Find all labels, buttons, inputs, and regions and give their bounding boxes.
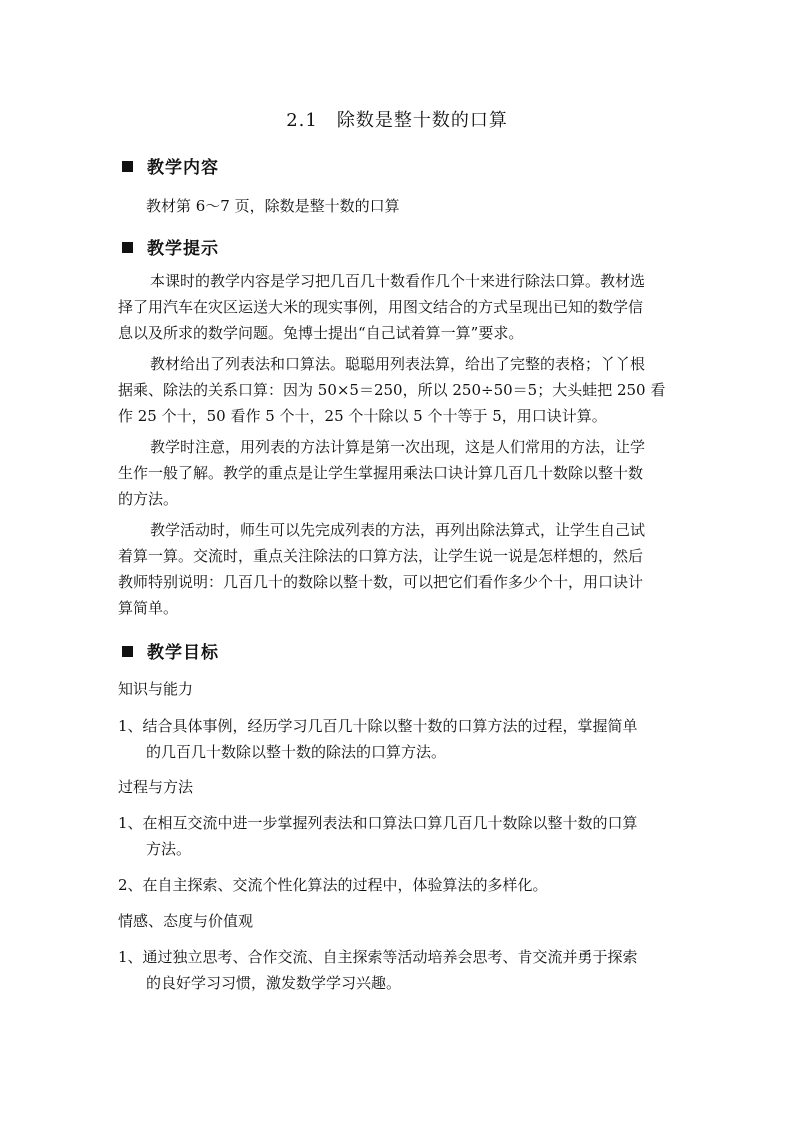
section-heading-label: 教学目标 xyxy=(147,643,219,663)
paragraph-line: 据乘、除法的关系口算：因为 50×5＝250，所以 250÷50＝5；大头蛙把 250 看 xyxy=(118,381,666,399)
goal-item-continued: 方法。 xyxy=(146,840,192,858)
section-heading-content xyxy=(122,153,219,178)
paragraph-line: 着算一算。交流时，重点关注除法的口算方法，让学生说一说是怎样想的，然后 xyxy=(118,547,644,565)
paragraph-line: 择了用汽车在灾区运送大米的现实事例，用图文结合的方式呈现出已知的数学信 xyxy=(118,298,644,316)
square-bullet-icon xyxy=(122,242,133,253)
section-heading-label: 教学内容 xyxy=(147,158,219,178)
square-bullet-icon xyxy=(122,646,133,657)
subheading: 过程与方法 xyxy=(118,778,194,796)
section-heading-tips xyxy=(122,234,219,259)
paragraph-line: 作 25 个十，50 看作 5 个十，25 个十除以 5 个十等于 5，用口诀计算。 xyxy=(118,407,607,425)
goal-item-continued: 的良好学习习惯，激发数学学习兴趣。 xyxy=(146,974,402,992)
paragraph-line: 教学活动时，师生可以先完成列表的方法，再列出除法算式，让学生自己试 xyxy=(150,521,646,539)
paragraph-line: 教师特别说明：几百几十的数除以整十数，可以把它们看作多少个十，用口诀计 xyxy=(118,573,644,591)
paragraph-line: 生作一般了解。教学的重点是让学生掌握用乘法口诀计算几百几十数除以整十数 xyxy=(118,464,644,482)
paragraph-line: 息以及所求的数学问题。兔博士提出“自己试着算一算”要求。 xyxy=(118,324,524,342)
paragraph-line: 算简单。 xyxy=(118,599,179,617)
goal-item: 1、在相互交流中进一步掌握列表法和口算法口算几百几十数除以整十数的口算 xyxy=(118,814,638,832)
paragraph-line: 的方法。 xyxy=(118,490,179,508)
paragraph-line: 教学时注意，用列表的方法计算是第一次出现，这是人们常用的方法，让学 xyxy=(150,438,646,456)
goal-item: 1、结合具体事例，经历学习几百几十除以整十数的口算方法的过程，掌握简单 xyxy=(118,717,638,735)
goal-item: 2、在自主探索、交流个性化算法的过程中，体验算法的多样化。 xyxy=(118,876,548,894)
page-title: 2.1 除数是整十数的口算 xyxy=(286,110,508,131)
square-bullet-icon xyxy=(122,161,133,172)
paragraph-line: 教材给出了列表法和口算法。聪聪用列表法算，给出了完整的表格；丫丫根 xyxy=(150,355,646,373)
section-heading-label: 教学提示 xyxy=(147,239,219,259)
subheading: 知识与能力 xyxy=(118,680,194,698)
goal-item: 1、通过独立思考、合作交流、自主探索等活动培养会思考、肯交流并勇于探索 xyxy=(118,948,638,966)
section-heading-goals xyxy=(122,638,219,663)
content-text: 教材第 6～7 页，除数是整十数的口算 xyxy=(146,197,400,215)
goal-item-continued: 的几百几十数除以整十数的除法的口算方法。 xyxy=(146,743,447,761)
subheading: 情感、态度与价值观 xyxy=(118,912,254,930)
paragraph-line: 本课时的教学内容是学习把几百几十数看作几个十来进行除法口算。教材选 xyxy=(150,272,646,290)
